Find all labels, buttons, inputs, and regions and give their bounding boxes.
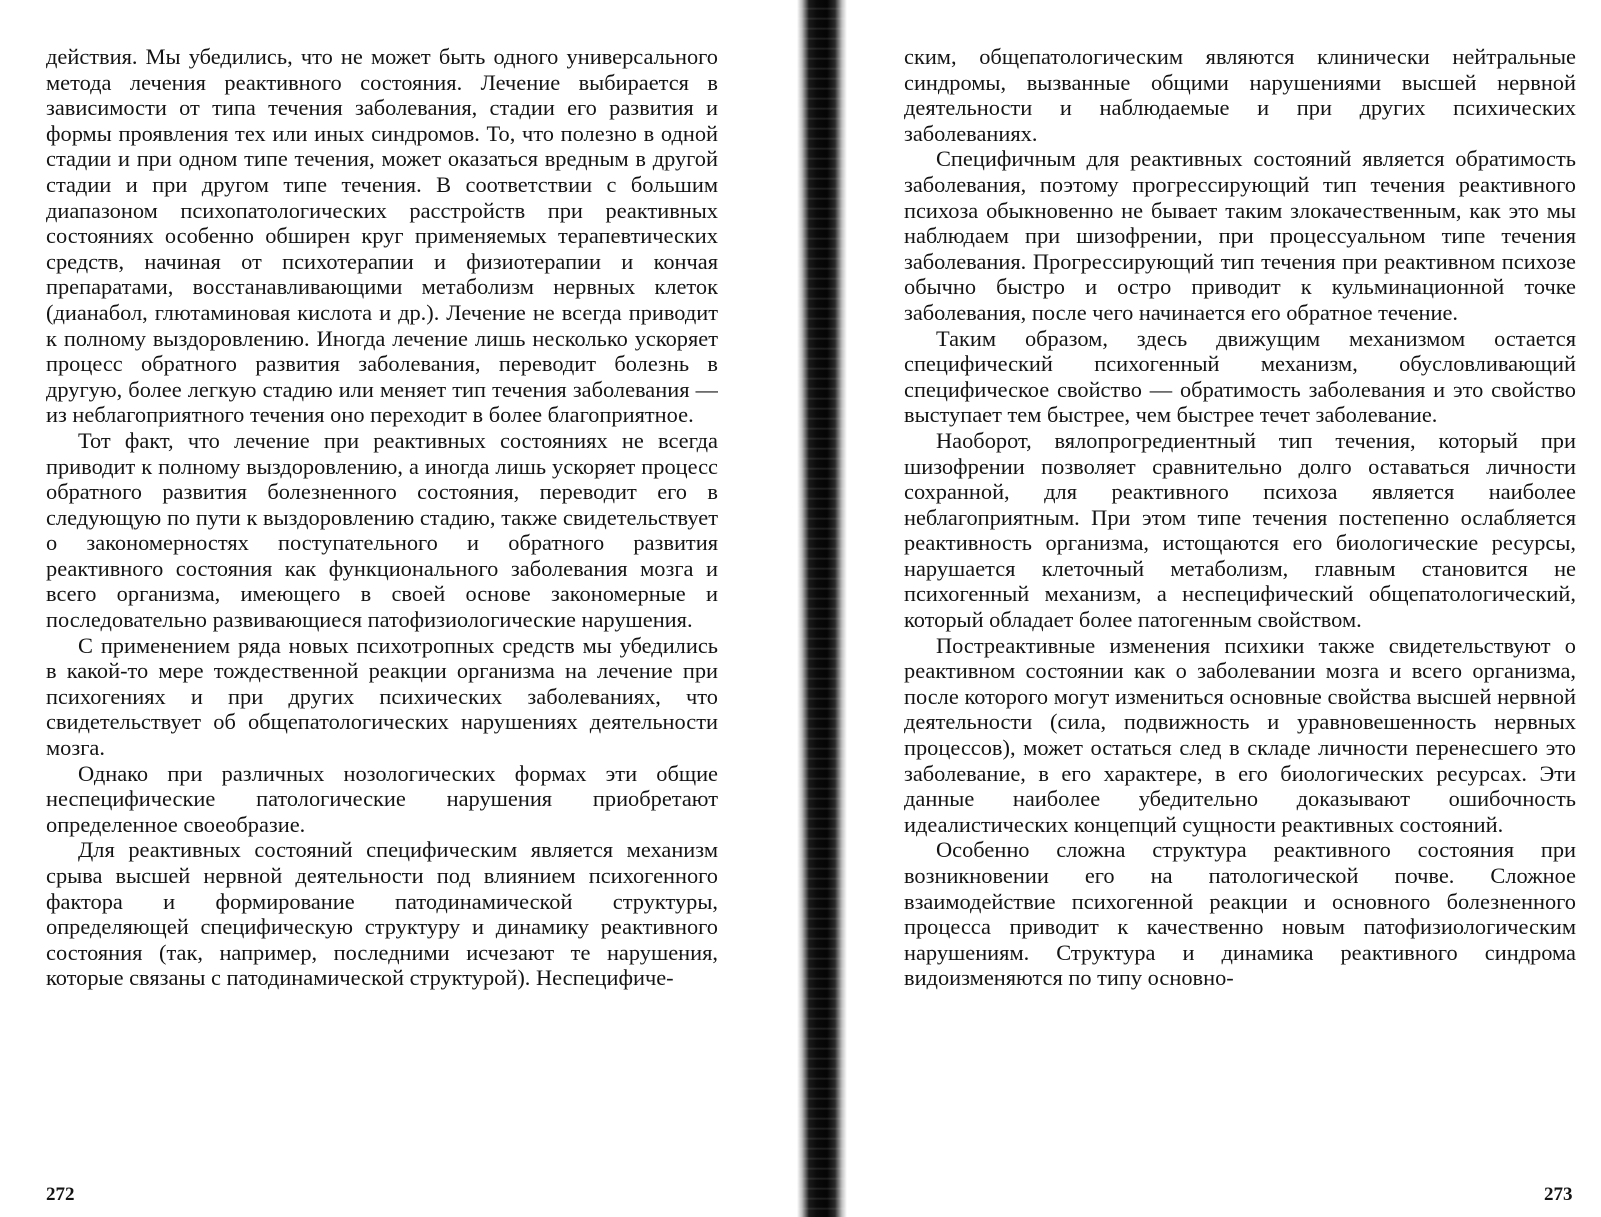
left-paragraph-4: Однако при различных нозологических формах эти общие неспецифические патологические нарушения приобретают определенное своеобразие. [46, 760, 718, 837]
right-paragraph-4: Наоборот, вялопрогредиентный тип течения, который при шизофрении позволяет сравнительно долго оставаться личности сохранной, для реактивного психоза является наиболее неблагоприятным. При этом типе течения постепенно ослабляется реактивность организма, истощаются его биологические ресурсы, нарушается клеточный метаболизм, главным становится не психогенный механизм, а неспецифический общепатологический, который обладает более патогенным свойством. [904, 427, 1576, 633]
left-page-number: 272 [46, 1184, 75, 1205]
left-paragraph-5: Для реактивных состояний специфическим является механизм срыва высшей нервной деятельности под влиянием психогенного фактора и формирование патодинамической структуры, определяющей специфическую структуру и динамику реактивного состояния (так, например, последними исчезают те нарушения, которые связаны с патодинамической структурой). Неспецифиче- [46, 837, 718, 991]
right-page [904, 44, 1576, 1174]
right-paragraph-2: Специфичным для реактивных состояний является обратимость заболевания, поэтому прогрессирующий тип течения реактивного психоза обыкновенно не бывает таким злокачественным, как это мы наблюдаем при шизофрении, при процессуальном типе течения заболевания. Прогрессирующий тип течения при реактивном психозе обычно быстро и остро приводит к кульминационной точке заболевания, после чего начинается его обратное течение. [904, 146, 1576, 325]
right-paragraph-1: ским, общепатологическим являются клинически нейтральные синдромы, вызванные общими нарушениями высшей нервной деятельности и наблюдаемые и при других психических заболеваниях. [904, 44, 1576, 146]
left-paragraph-1: действия. Мы убедились, что не может быть одного универсального метода лечения реактивного состояния. Лечение выбирается в зависимости от типа течения заболевания, стадии его развития и формы проявления тех или иных синдромов. То, что полезно в одной стадии и при одном типе течения, может оказаться вредным в другой стадии и при другом типе течения. В соответствии с большим диапазоном психопатологических расстройств при реактивных состояниях особенно обширен круг применяемых терапевтических средств, начиная от психотерапии и физиотерапии и кончая препаратами, восстанавливающими метаболизм нервных клеток (дианабол, глютаминовая кислота и др.). Лечение не всегда приводит к полному выздоровлению. Иногда лечение лишь несколько ускоряет процесс обратного развития заболевания, переводит болезнь в другую, более легкую стадию или меняет тип течения заболевания — из неблагоприятного течения оно переходит в более благоприятное. [46, 44, 718, 428]
left-page [46, 44, 718, 1174]
left-paragraph-3: С применением ряда новых психотропных средств мы убедились в какой-то мере тождественной реакции организма на лечение при психогениях и при других психических заболеваниях, что свидетельствует об общепатологических нарушениях деятельности мозга. [46, 632, 718, 761]
right-paragraph-5: Постреактивные изменения психики также свидетельствуют о реактивном состоянии как о заболевании мозга и всего организма, после которого могут измениться основные свойства высшей нервной деятельности (сила, подвижность и уравновешенность нервных процессов), может остаться след в складе личности перенесшего это заболевание, в его характере, в его биологических ресурсах. Эти данные наиболее убедительно доказывают ошибочность идеалистических концепций сущности реактивных состояний. [904, 632, 1576, 837]
right-paragraph-3: Таким образом, здесь движущим механизмом остается специфический психогенный механизм, обусловливающий специфическое свойство — обратимость заболевания и это свойство выступает тем быстрее, чем быстрее течет заболевание. [904, 325, 1576, 428]
left-paragraph-2: Тот факт, что лечение при реактивных состояниях не всегда приводит к полному выздоровлению, а иногда лишь ускоряет процесс обратного развития болезненного состояния, переводит его в следующую по пути к выздоровлению стадию, также свидетельствует о закономерностях поступательного и обратного развития реактивного состояния как функционального заболевания мозга и всего организма, имеющего в своей основе закономерные и последовательно развивающиеся патофизиологические нарушения. [46, 427, 718, 633]
right-paragraph-6: Особенно сложна структура реактивного состояния при возникновении его на патологической почве. Сложное взаимодействие психогенной реакции и основного болезненного процесса приводит к качественно новым патофизиологическим нарушениям. Структура и динамика реактивного синдрома видоизменяются по типу основно- [904, 837, 1576, 991]
book-spine-shadow [797, 0, 847, 1217]
right-page-number: 273 [1544, 1184, 1573, 1205]
